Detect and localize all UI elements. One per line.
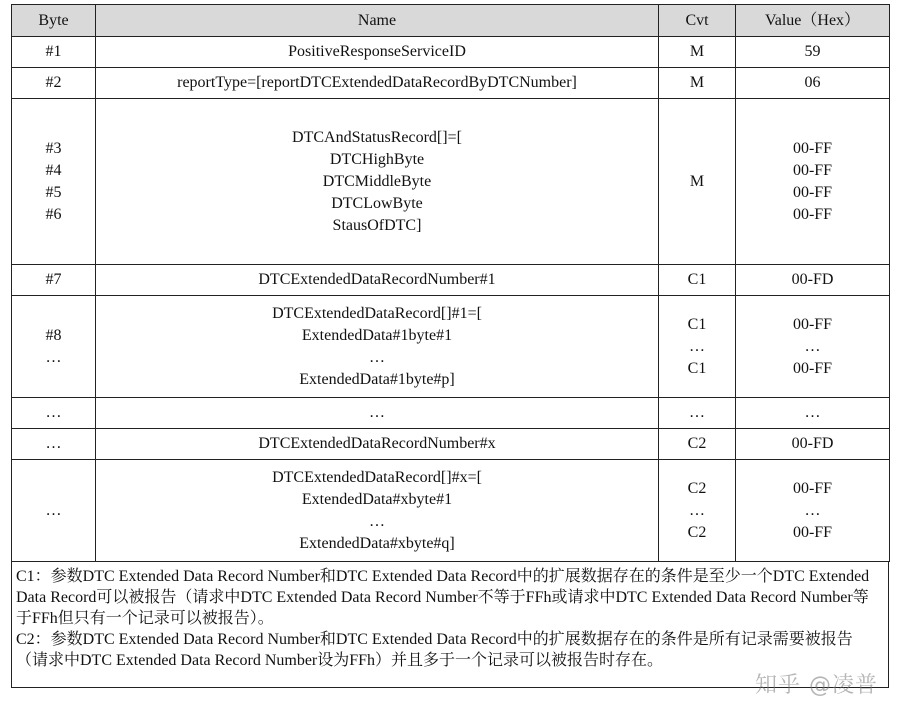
cell-byte: [12, 68, 96, 99]
cell-value: [736, 460, 890, 562]
cell-line: C1: [687, 315, 707, 333]
cell-line: #6: [45, 205, 62, 223]
cell-line: DTCExtendedDataRecordNumber#x: [258, 435, 496, 452]
cell-name: [96, 460, 659, 562]
cell-line: ExtendedData#xbyte#1: [301, 490, 453, 508]
cell-byte: [12, 37, 96, 68]
cell-line: 00-FF: [792, 315, 833, 333]
cell-line: #8: [45, 326, 62, 344]
table-row: [12, 68, 890, 99]
cell-byte: [12, 99, 96, 265]
dtc-response-table-container: [11, 4, 889, 688]
cell-line: M: [689, 74, 705, 91]
cell-cvt: [659, 398, 736, 429]
cell-line: …: [45, 348, 62, 366]
cell-line: 00-FD: [791, 435, 834, 452]
cell-line: …: [45, 435, 62, 452]
cell-cvt: [659, 99, 736, 265]
header-value: Value（Hex）: [736, 5, 890, 37]
cell-value: [736, 265, 890, 296]
cell-line: …: [369, 512, 385, 530]
cell-line: StausOfDTC]: [332, 216, 422, 234]
cell-line: C1: [687, 271, 707, 288]
table-row: [12, 398, 890, 429]
cell-line: 00-FF: [792, 523, 833, 541]
cell-line: reportType=[reportDTCExtendedDataRecordByDTCNumber]: [177, 74, 577, 91]
cell-name: [96, 37, 659, 68]
cell-line: #4: [45, 161, 62, 179]
cell-cvt: [659, 37, 736, 68]
cell-cvt: [659, 68, 736, 99]
cell-line: ExtendedData#1byte#1: [301, 326, 453, 344]
cell-cvt: [659, 296, 736, 398]
cell-byte: [12, 398, 96, 429]
table-row: [12, 429, 890, 460]
note-c1: C1：参数DTC Extended Data Record Number和DTC Extended Data Record中的扩展数据存在的条件是至少一个DTC Extended Data Record可以被报告（请求中DTC Extended Data Record Number不等于FFh或请求中DTC Extended Data Record Number等于FFh但只有一个记录可以被报告）。: [16, 568, 870, 627]
cell-name: [96, 68, 659, 99]
cell-line: 00-FF: [792, 479, 833, 497]
cell-name: [96, 265, 659, 296]
cell-byte: [12, 265, 96, 296]
cell-line: …: [369, 404, 385, 421]
cell-value: [736, 99, 890, 265]
cell-line: DTCLowByte: [331, 194, 423, 212]
cell-line: 00-FF: [792, 205, 833, 223]
cell-line: #3: [45, 139, 62, 157]
table-body: [12, 37, 890, 562]
cell-cvt: [659, 265, 736, 296]
cell-line: #5: [45, 183, 62, 201]
cell-value: [736, 398, 890, 429]
cell-line: DTCMiddleByte: [322, 172, 432, 190]
cell-line: ExtendedData#1byte#p]: [299, 370, 455, 388]
cell-line: …: [689, 404, 705, 421]
cell-line: …: [45, 404, 62, 421]
cell-line: …: [804, 337, 821, 355]
cell-line: M: [689, 43, 705, 60]
cell-line: DTCExtendedDataRecord[]#1=[: [272, 304, 482, 322]
cell-line: C2: [687, 479, 707, 497]
cell-name: [96, 99, 659, 265]
cell-line: 00-FF: [792, 161, 833, 179]
cell-line: C2: [687, 435, 707, 452]
cell-line: M: [689, 172, 705, 190]
cell-cvt: [659, 460, 736, 562]
cell-name: [96, 296, 659, 398]
note-c2: C2：参数DTC Extended Data Record Number和DTC Extended Data Record中的扩展数据存在的条件是所有记录需要被报告（请求中DTC Extended Data Record Number设为FFh）并且多于一个记录可以被报告时存在。: [16, 631, 853, 669]
cell-line: 00-FF: [792, 183, 833, 201]
cell-line: DTCExtendedDataRecordNumber#1: [258, 271, 496, 288]
cell-byte: [12, 429, 96, 460]
cell-line: #1: [45, 43, 62, 60]
cell-line: 00-FF: [792, 359, 833, 377]
cell-value: [736, 296, 890, 398]
cell-line: C1: [687, 359, 707, 377]
cell-line: DTCHighByte: [329, 150, 425, 168]
header-cvt: Cvt: [659, 5, 736, 37]
cell-cvt: [659, 429, 736, 460]
cell-line: #7: [45, 271, 62, 288]
cell-byte: [12, 460, 96, 562]
cell-line: #2: [45, 74, 62, 91]
cell-line: PositiveResponseServiceID: [288, 43, 466, 60]
header-byte: Byte: [12, 5, 96, 37]
dtc-response-table: [11, 4, 890, 562]
cell-byte: [12, 296, 96, 398]
cell-value: [736, 429, 890, 460]
cell-line: ExtendedData#xbyte#q]: [299, 534, 455, 552]
cell-line: 06: [804, 74, 821, 91]
cell-line: …: [689, 337, 705, 355]
header-name: Name: [96, 5, 659, 37]
cell-line: …: [689, 501, 705, 519]
table-header-row: [12, 5, 890, 37]
cell-line: 00-FD: [791, 271, 834, 288]
table-row: [12, 37, 890, 68]
table-row: [12, 265, 890, 296]
cell-line: …: [804, 404, 821, 421]
table-row: [12, 99, 890, 265]
cell-line: C2: [687, 523, 707, 541]
cell-name: [96, 429, 659, 460]
table-row: [12, 460, 890, 562]
cell-line: 59: [804, 43, 821, 60]
cell-line: 00-FF: [792, 139, 833, 157]
cell-value: [736, 68, 890, 99]
watermark: 知乎 @凌普: [755, 673, 878, 698]
cell-line: …: [804, 501, 821, 519]
table-row: [12, 296, 890, 398]
cell-line: …: [369, 348, 385, 366]
cell-name: [96, 398, 659, 429]
cell-line: …: [45, 501, 62, 519]
cell-value: [736, 37, 890, 68]
cell-line: DTCAndStatusRecord[]=[: [292, 128, 462, 146]
cell-line: DTCExtendedDataRecord[]#x=[: [272, 468, 482, 486]
